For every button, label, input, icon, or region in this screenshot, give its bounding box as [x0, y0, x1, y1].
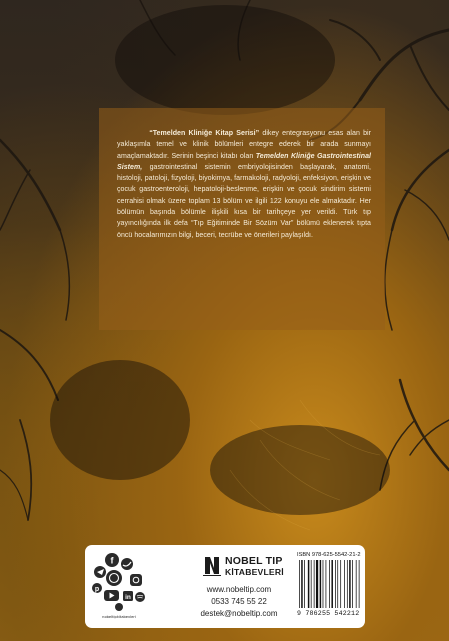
- website-link[interactable]: www.nobeltip.com: [206, 585, 272, 594]
- social-media-cluster: [90, 551, 148, 623]
- barcode: [297, 560, 361, 610]
- barcode-digits: 9 786255 542212: [297, 610, 360, 617]
- social-icons: [90, 551, 148, 613]
- publisher-logo-mark: [203, 554, 221, 576]
- book-title: Temelden Kliniğe Gastrointestinal Sistem,: [117, 152, 371, 171]
- social-handle: nobeltipkitabevleri: [102, 615, 136, 619]
- description-part-2: gastrointestinal sistemin embriyolojisinden başlayarak, anatomi, histoloji, patoloji, fizyoloji, biyokimya, farmakoloji, radyoloji, enfeksiyon, erişkin ve çocuk gastroenteroloji, hepatoloji-beslenme, erişkin ve çocuk sindirim sistemi cerrahisi olmak üzere toplam 13 bölüm ve ilgili 122 konuyu ele almaktadır. Her bölümün başında bölümle ilişkili kısa bir tarihçeye yer verildi. Türk tıp yayıncılığında ilk defa “Tıp Eğitiminde Bir Sözüm Var” bölümü eklenerek tıpta öncü hocalarımızın bilgi, beceri, tecrübe ve önerileri paylaşıldı.: [117, 163, 371, 239]
- description-part-1: dikey entegrasyonu esas alan bir yaklaşımla temel ve klinik bölümleri entegre ederek bir arada sunmayı amaçlamaktadır. Serinin beşinci kitabı olan: [117, 130, 372, 160]
- isbn-barcode-block: [297, 552, 361, 622]
- spotify-icon: [135, 592, 145, 602]
- instagram-icon: [130, 574, 142, 586]
- svg-text:p: p: [94, 586, 100, 593]
- whatsapp-icon: [106, 570, 122, 586]
- twitter-icon: [121, 558, 133, 570]
- description-panel: [99, 108, 385, 330]
- heart-icon: [115, 603, 123, 611]
- description-text: [117, 128, 371, 241]
- email-link[interactable]: destek@nobeltip.com: [200, 609, 278, 618]
- publisher-info-panel: [85, 545, 365, 628]
- svg-text:f: f: [110, 555, 114, 566]
- phone-number: 0533 745 55 22: [211, 597, 267, 606]
- isbn-label: ISBN 978-625-5542-21-2: [297, 552, 361, 558]
- svg-text:in: in: [125, 594, 131, 601]
- publisher-name-line1: NOBEL TIP: [225, 555, 283, 567]
- publisher-name-line2: KİTABEVLERİ: [225, 567, 284, 577]
- series-title: “Temelden Kliniğe Kitap Serisi”: [149, 130, 260, 137]
- publisher-block: [165, 551, 295, 623]
